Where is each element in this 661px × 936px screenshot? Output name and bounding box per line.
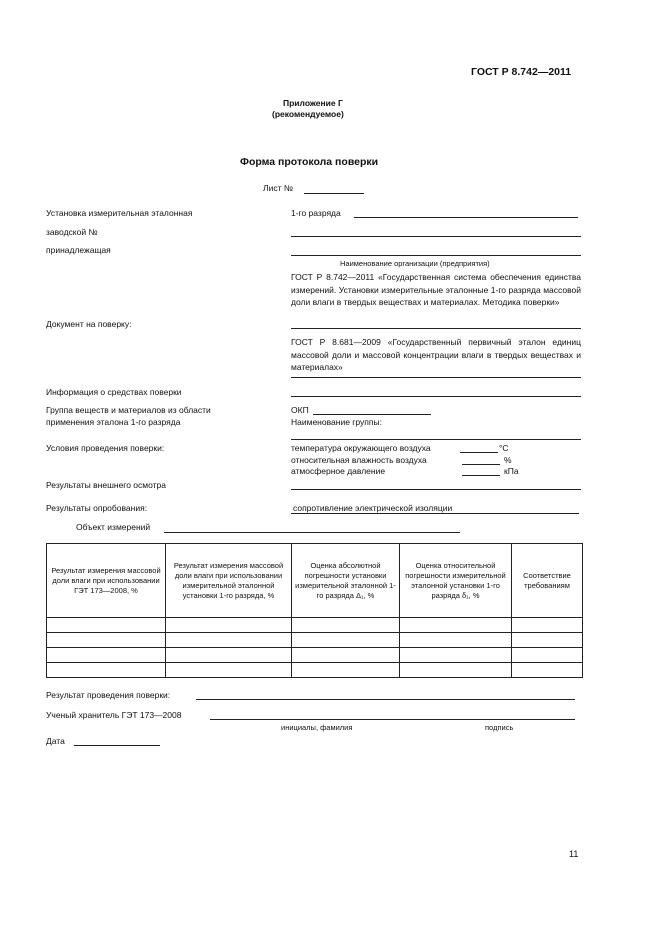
- col-header-rel-error: Оценка относительной погрешности измерительной эталонной установки 1-го разряда δ₁, %: [400, 544, 512, 618]
- table-row: [47, 633, 583, 648]
- page-number: 11: [569, 849, 579, 859]
- signature-caption: подпись: [485, 723, 514, 732]
- okp-line: [313, 414, 431, 415]
- table-row: [47, 618, 583, 633]
- visual-label: Результаты внешнего осмотра: [46, 480, 167, 490]
- temp-label: температура окружающего воздуха: [291, 443, 431, 453]
- table-cell: [292, 663, 400, 678]
- results-table: [46, 543, 583, 678]
- conditions-label: Условия проведения поверки:: [46, 443, 165, 453]
- installation-line: [354, 217, 578, 218]
- temp-unit: °С: [499, 443, 509, 453]
- serial-line: [291, 236, 581, 237]
- table-cell: [512, 618, 583, 633]
- table-cell: [512, 633, 583, 648]
- table-cell: [292, 633, 400, 648]
- object-line: [164, 532, 460, 533]
- temp-line: [460, 452, 498, 453]
- table-cell: [47, 633, 166, 648]
- appendix-title: Приложение Г: [283, 98, 343, 108]
- table-cell: [292, 618, 400, 633]
- testing-line: [291, 513, 579, 514]
- table-cell: [512, 663, 583, 678]
- document-2: ГОСТ Р 8.681—2009 «Государственный первичный эталон единиц массовой доли и массовой концентрации влаги в твердых веществах и материалах»: [291, 337, 581, 372]
- result-label: Результат проведения поверки:: [46, 690, 171, 700]
- col-header-get: Результат измерения массовой доли влаги при использовании ГЭТ 173—2008, %: [47, 544, 166, 618]
- group-name-label: Наименование группы:: [291, 417, 382, 427]
- installation-value: 1-го разряда: [291, 208, 341, 218]
- pressure-unit: кПа: [504, 466, 519, 476]
- result-line: [196, 699, 575, 700]
- testing-value: сопротивление электрической изоляции: [293, 503, 453, 513]
- document-2-line: [291, 377, 581, 378]
- table-row: [47, 663, 583, 678]
- table-cell: [400, 633, 512, 648]
- table-cell: [166, 663, 292, 678]
- humidity-line: [462, 464, 500, 465]
- installation-label: Установка измерительная эталонная: [46, 208, 193, 218]
- group-name-line: [291, 439, 581, 440]
- table-cell: [400, 663, 512, 678]
- document-1-line: [291, 328, 581, 329]
- table-row: [47, 648, 583, 663]
- appendix-subtitle: (рекомендуемое): [272, 109, 344, 119]
- keeper-line: [210, 719, 575, 720]
- document-label: Документ на поверку:: [46, 319, 132, 329]
- standard-number: ГОСТ Р 8.742—2011: [471, 66, 572, 78]
- date-label: Дата: [46, 736, 65, 746]
- table-cell: [166, 648, 292, 663]
- pressure-line: [462, 475, 500, 476]
- sheet-number-label: Лист №: [263, 183, 293, 193]
- keeper-label: Ученый хранитель ГЭТ 173—2008: [46, 710, 182, 720]
- table-cell: [47, 648, 166, 663]
- means-label: Информация о средствах поверки: [46, 387, 182, 397]
- col-header-compliance: Соответствие требованиям: [512, 544, 583, 618]
- table-header-row: [47, 544, 583, 618]
- pressure-label: атмосферное давление: [291, 466, 386, 476]
- humidity-unit: %: [504, 455, 512, 465]
- serial-label: заводской №: [46, 227, 98, 237]
- means-line: [291, 396, 581, 397]
- sheet-number-line: [304, 193, 364, 194]
- group-label-1: Группа веществ и материалов из области: [46, 405, 211, 415]
- col-header-installation: Результат измерения массовой доли влаги при использовании измерительной эталонной установки 1-го разряда, %: [166, 544, 292, 618]
- table-cell: [400, 648, 512, 663]
- col-header-abs-error: Оценка абсолютной погрешности установки измерительной эталонной 1-го разряда Δ₁, %: [292, 544, 400, 618]
- humidity-label: относительная влажность воздуха: [291, 455, 427, 465]
- visual-line: [291, 489, 581, 490]
- okp-label: ОКП: [291, 405, 309, 415]
- table-cell: [47, 663, 166, 678]
- initials-caption: инициалы, фамилия: [281, 723, 353, 732]
- owner-caption: Наименование организации (предприятия): [340, 259, 490, 268]
- table-cell: [47, 618, 166, 633]
- form-title: Форма протокола поверки: [240, 156, 379, 168]
- testing-label: Результаты опробования:: [46, 503, 148, 513]
- owner-label: принадлежащая: [46, 245, 111, 255]
- group-label-2: применения эталона 1-го разряда: [46, 417, 181, 427]
- table-cell: [166, 618, 292, 633]
- table-cell: [512, 648, 583, 663]
- table-cell: [292, 648, 400, 663]
- table-cell: [400, 618, 512, 633]
- document-1: ГОСТ Р 8.742—2011 «Государственная система обеспечения единства измерений. Установки измерительные эталонные 1-го разряда массовой доли влаги в твердых веществах и материалах. Методика поверки»: [291, 272, 581, 307]
- owner-line: [291, 255, 581, 256]
- date-line: [74, 745, 160, 746]
- object-label: Объект измерений: [76, 522, 151, 532]
- table-cell: [166, 633, 292, 648]
